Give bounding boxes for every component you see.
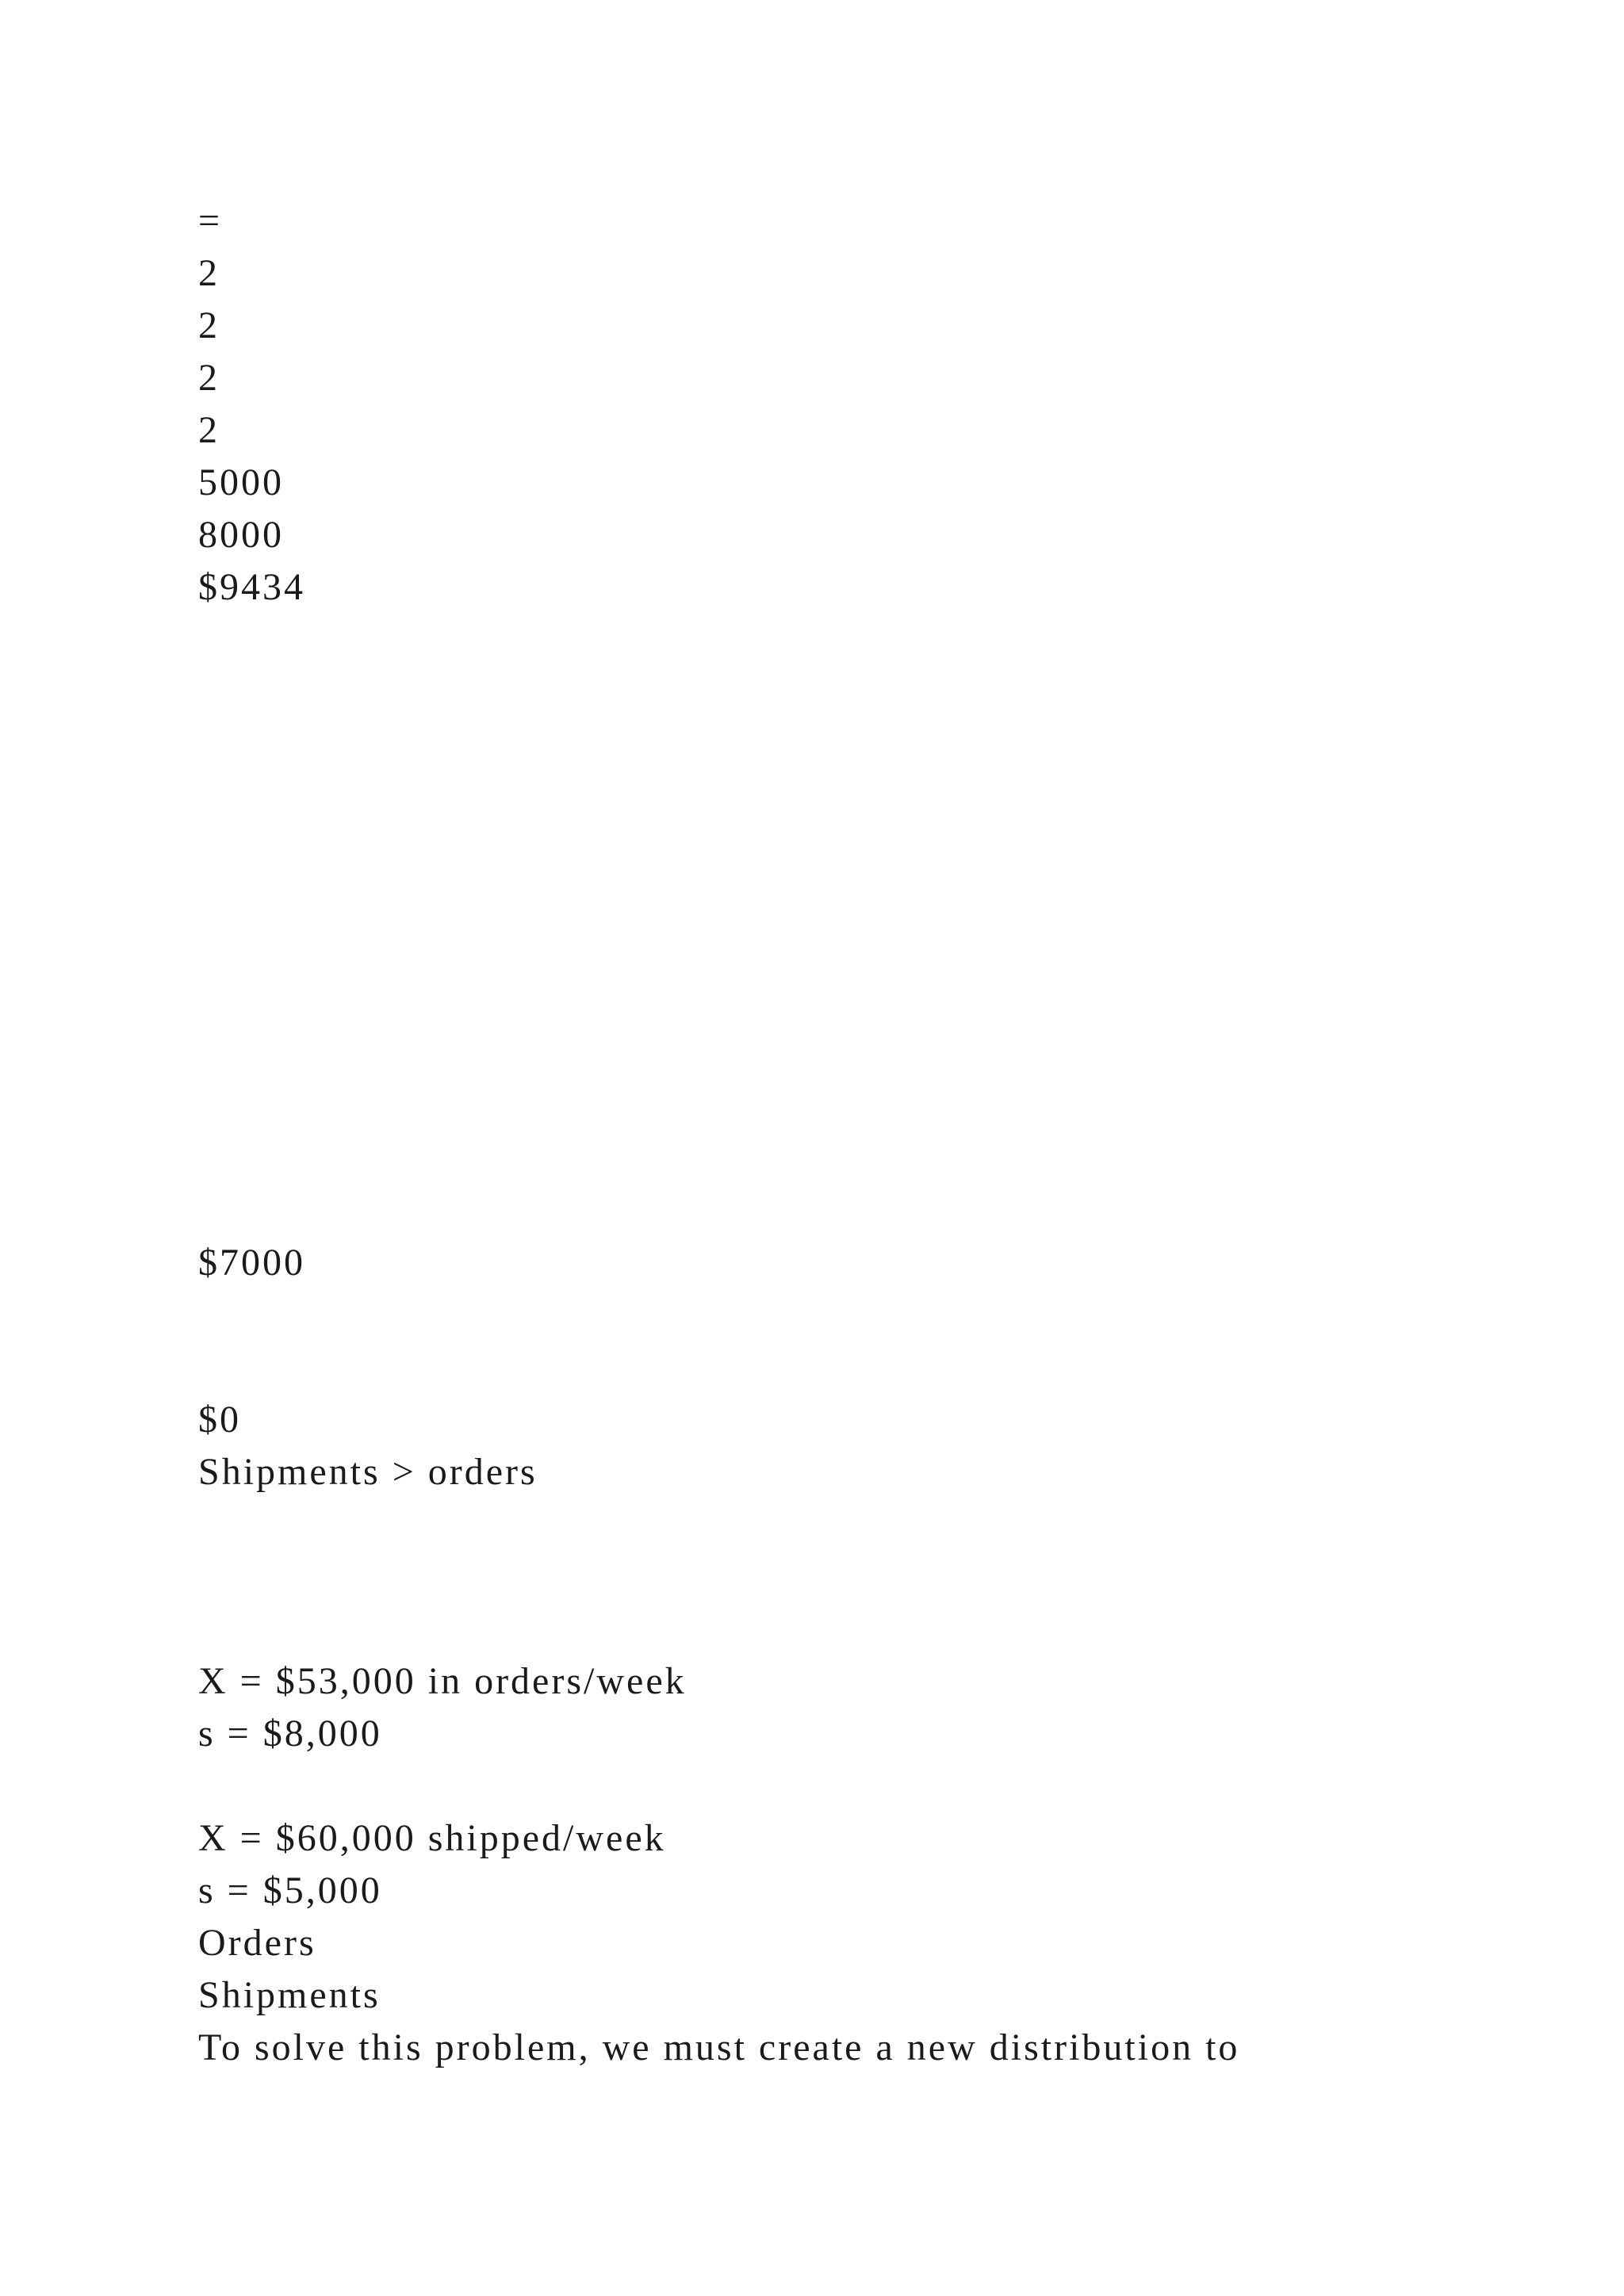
text-line: s = $8,000 [198,1712,382,1755]
text-line: $0 [198,1399,241,1441]
text-line: X = $53,000 in orders/week [198,1660,687,1702]
text-line: = [198,200,223,242]
text-line: 2 [198,409,220,451]
text-line: s = $5,000 [198,1869,382,1911]
text-line: X = $60,000 shipped/week [198,1817,666,1859]
text-line: 2 [198,304,220,346]
text-line: To solve this problem, we must create a new distribution to [198,2026,1240,2068]
text-line: $9434 [198,566,305,608]
text-line: Orders [198,1922,316,1964]
text-line: 8000 [198,514,284,556]
text-line: Shipments [198,1974,381,2016]
text-line: 5000 [198,461,284,503]
text-line: 2 [198,357,220,399]
text-line: Shipments > orders [198,1451,538,1493]
text-line: 2 [198,252,220,294]
text-line: $7000 [198,1242,305,1284]
